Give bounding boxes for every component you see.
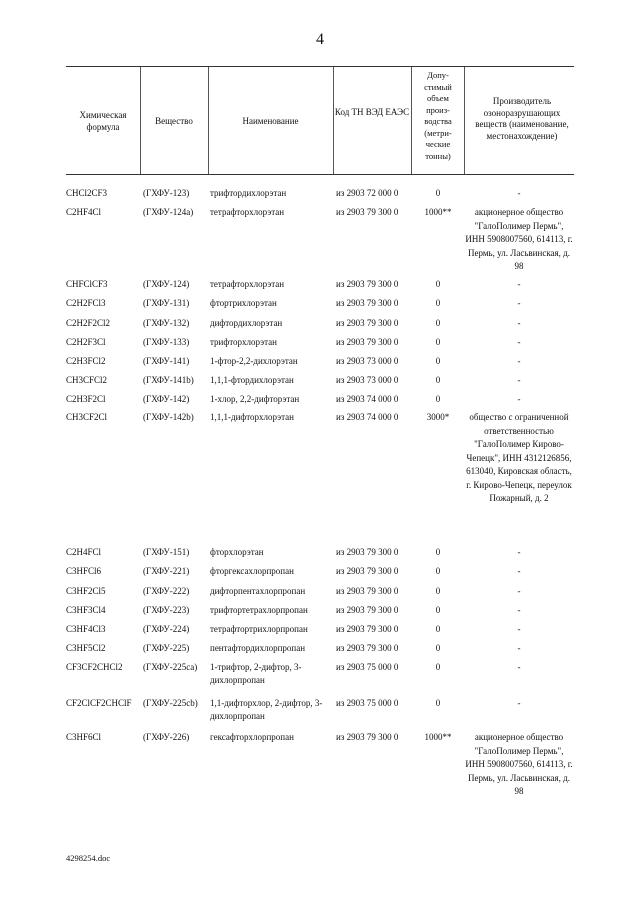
cell-code: из 2903 74 000 0 xyxy=(336,412,399,422)
cell-substance: (ГХФУ-124) xyxy=(143,279,190,289)
cell-substance: (ГХФУ-132) xyxy=(143,318,190,328)
cell-substance: (ГХФУ-151) xyxy=(143,547,190,557)
cell-name: 1-хлор, 2,2-дифторэтан xyxy=(210,394,300,404)
cell-name: фторгексахлорпропан xyxy=(210,566,294,576)
cell-name: 1-трифтор, 2-дифтор, 3-дихлорпропан xyxy=(210,662,302,685)
cell-substance: (ГХФУ-141) xyxy=(143,356,190,366)
cell-producer: - xyxy=(517,298,521,308)
document-filename: 4298254.doc xyxy=(66,853,111,863)
cell-code: из 2903 79 300 0 xyxy=(336,279,399,289)
cell-name: трифтортетрахлорпропан xyxy=(210,605,308,615)
cell-code: из 2903 79 300 0 xyxy=(336,624,399,634)
cell-substance: (ГХФУ-142) xyxy=(143,394,190,404)
cell-substance: (ГХФУ-226) xyxy=(143,732,190,742)
cell-code: из 2903 75 000 0 xyxy=(336,698,399,708)
cell-code: из 2903 79 300 0 xyxy=(336,207,399,217)
cell-producer: акционерное общество "ГалоПолимер Пермь", ИНН 5908007560, 614113, г. Пермь, ул. Ласьвинская, д. 98 xyxy=(465,207,573,271)
cell-volume: 0 xyxy=(435,318,441,328)
cell-formula: C2HF4Cl xyxy=(66,207,102,217)
cell-name: тетрафторхлорэтан xyxy=(210,207,285,217)
cell-formula: C2H4FCl xyxy=(66,547,102,557)
cell-volume: 1000** xyxy=(424,732,452,742)
cell-formula: C2H3FCl2 xyxy=(66,356,106,366)
cell-formula: CHCl2CF3 xyxy=(66,188,108,198)
column-divider xyxy=(411,67,412,174)
cell-volume: 0 xyxy=(435,643,441,653)
cell-producer: - xyxy=(517,586,521,596)
header-formula: Химическая формула xyxy=(79,110,127,132)
cell-formula: C3HF2Cl5 xyxy=(66,586,106,596)
cell-name: тетрафторхлорэтан xyxy=(210,279,285,289)
header-substance: Вещество xyxy=(155,116,193,126)
cell-volume: 0 xyxy=(435,298,441,308)
cell-substance: (ГХФУ-131) xyxy=(143,298,190,308)
cell-producer: - xyxy=(517,356,521,366)
cell-formula: C3HF3Cl4 xyxy=(66,605,106,615)
cell-name: фторхлорэтан xyxy=(210,547,264,557)
header-producer: Производитель озоноразрушающих веществ (наименование, местонахождение) xyxy=(475,96,569,141)
cell-formula: C2H2F2Cl2 xyxy=(66,318,111,328)
cell-formula: C3HF4Cl3 xyxy=(66,624,106,634)
cell-volume: 0 xyxy=(435,586,441,596)
cell-formula: CH3CF2Cl xyxy=(66,412,108,422)
cell-code: из 2903 79 300 0 xyxy=(336,318,399,328)
cell-formula: CF2ClCF2CHClF xyxy=(66,698,132,708)
cell-volume: 0 xyxy=(435,698,441,708)
header-name: Наименование xyxy=(242,116,299,126)
cell-name: трифторхлорэтан xyxy=(210,337,277,347)
page-number: 4 xyxy=(316,31,324,48)
cell-producer: - xyxy=(517,643,521,653)
cell-formula: C3HFCl6 xyxy=(66,566,102,576)
cell-substance: (ГХФУ-222) xyxy=(143,586,190,596)
cell-formula: C2H3F2Cl xyxy=(66,394,106,404)
cell-formula: C3HF5Cl2 xyxy=(66,643,106,653)
cell-producer: - xyxy=(517,394,521,404)
cell-producer: - xyxy=(517,279,521,289)
cell-formula: C3HF6Cl xyxy=(66,732,102,742)
cell-substance: (ГХФУ-225cb) xyxy=(143,698,198,708)
table-top-rule xyxy=(66,66,574,67)
cell-producer: - xyxy=(517,375,521,385)
cell-name: 1,1-дифторхлор, 2-дифтор, 3-дихлорпропан xyxy=(210,698,323,721)
cell-code: из 2903 74 000 0 xyxy=(336,394,399,404)
cell-name: дифторпентахлорпропан xyxy=(210,586,306,596)
cell-producer: - xyxy=(517,188,521,198)
cell-name: дифтордихлорэтан xyxy=(210,318,283,328)
cell-producer: общество с ограниченной ответственностью "ГалоПолимер Кирово-Чепецк", ИНН 4312126856, 613040, Кировская область, г. Кирово-Чепецк, переулок Пожарный, д. 2 xyxy=(466,412,572,503)
cell-volume: 0 xyxy=(435,337,441,347)
cell-name: пентафтордихлорпропан xyxy=(210,643,306,653)
cell-name: тетрафтортрихлорпропан xyxy=(210,624,308,634)
cell-substance: (ГХФУ-224) xyxy=(143,624,190,634)
cell-code: из 2903 79 300 0 xyxy=(336,298,399,308)
cell-code: из 2903 72 000 0 xyxy=(336,188,399,198)
header-volume: Допу-стимый объем произ-водства (метри-ческие тонны) xyxy=(424,70,452,161)
cell-volume: 3000* xyxy=(426,412,450,422)
cell-volume: 1000** xyxy=(424,207,452,217)
cell-name: трифтордихлорэтан xyxy=(210,188,287,198)
cell-formula: CH3CFCl2 xyxy=(66,375,108,385)
cell-name: 1,1,1-дифторхлорэтан xyxy=(210,412,294,422)
cell-producer: - xyxy=(517,318,521,328)
cell-volume: 0 xyxy=(435,279,441,289)
cell-name: 1,1,1-фтордихлорэтан xyxy=(210,375,294,385)
cell-producer: - xyxy=(517,547,521,557)
cell-substance: (ГХФУ-142b) xyxy=(143,412,194,422)
cell-volume: 0 xyxy=(435,547,441,557)
cell-volume: 0 xyxy=(435,605,441,615)
cell-volume: 0 xyxy=(435,356,441,366)
cell-volume: 0 xyxy=(435,394,441,404)
cell-producer: - xyxy=(517,662,521,672)
cell-volume: 0 xyxy=(435,566,441,576)
cell-code: из 2903 79 300 0 xyxy=(336,566,399,576)
cell-volume: 0 xyxy=(435,624,441,634)
header-code: Код ТН ВЭД ЕАЭС xyxy=(334,107,410,117)
cell-volume: 0 xyxy=(435,375,441,385)
cell-formula: C2H2FCl3 xyxy=(66,298,106,308)
cell-formula: C2H2F3Cl xyxy=(66,337,106,347)
cell-code: из 2903 79 300 0 xyxy=(336,732,399,742)
cell-substance: (ГХФУ-225) xyxy=(143,643,190,653)
cell-substance: (ГХФУ-221) xyxy=(143,566,190,576)
cell-code: из 2903 79 300 0 xyxy=(336,605,399,615)
cell-name: фтортрихлорэтан xyxy=(210,298,277,308)
cell-producer: - xyxy=(517,337,521,347)
cell-name: 1-фтор-2,2-дихлорэтан xyxy=(210,356,298,366)
cell-formula: CHFClCF3 xyxy=(66,279,108,289)
cell-producer: - xyxy=(517,566,521,576)
cell-substance: (ГХФУ-141b) xyxy=(143,375,194,385)
cell-substance: (ГХФУ-225са) xyxy=(143,662,198,672)
cell-volume: 0 xyxy=(435,662,441,672)
cell-code: из 2903 79 300 0 xyxy=(336,586,399,596)
cell-formula: CF3CF2CHCl2 xyxy=(66,662,123,672)
cell-name: гексафторхлорпропан xyxy=(210,732,294,742)
cell-code: из 2903 79 300 0 xyxy=(336,337,399,347)
cell-code: из 2903 73 000 0 xyxy=(336,356,399,366)
cell-volume: 0 xyxy=(435,188,441,198)
cell-code: из 2903 75 000 0 xyxy=(336,662,399,672)
column-divider xyxy=(333,67,334,174)
cell-code: из 2903 79 300 0 xyxy=(336,547,399,557)
cell-substance: (ГХФУ-223) xyxy=(143,605,190,615)
cell-substance: (ГХФУ-124а) xyxy=(143,207,194,217)
cell-producer: - xyxy=(517,698,521,708)
column-divider xyxy=(464,67,465,174)
cell-producer: - xyxy=(517,605,521,615)
cell-substance: (ГХФУ-133) xyxy=(143,337,190,347)
header-bottom-rule xyxy=(66,174,574,175)
cell-producer: - xyxy=(517,624,521,634)
cell-code: из 2903 73 000 0 xyxy=(336,375,399,385)
cell-code: из 2903 79 300 0 xyxy=(336,643,399,653)
cell-producer: акционерное общество "ГалоПолимер Пермь", ИНН 5908007560, 614113, г. Пермь, ул. Ласьвинская, д. 98 xyxy=(465,732,573,796)
cell-substance: (ГХФУ-123) xyxy=(143,188,190,198)
